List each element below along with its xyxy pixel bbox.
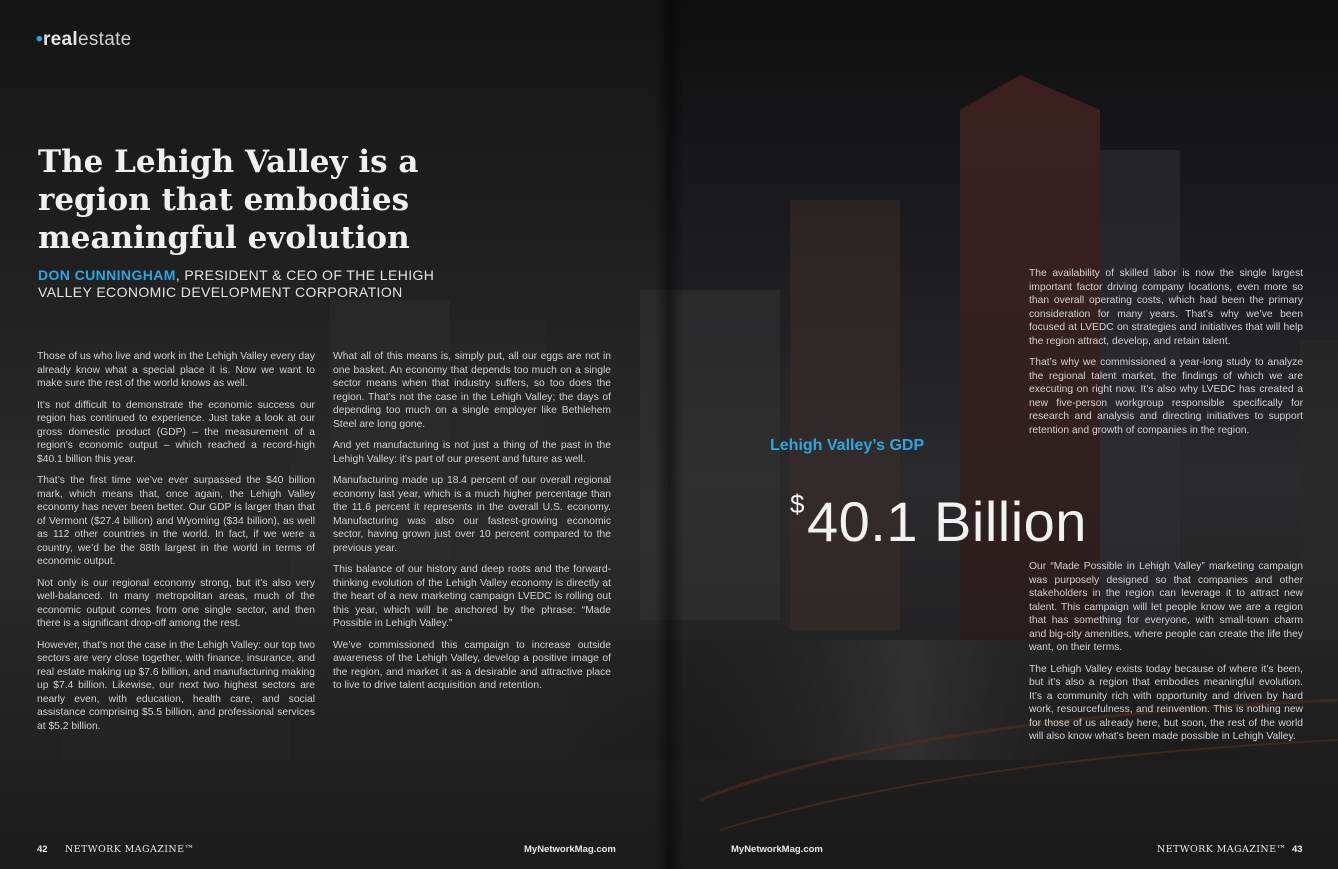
right-url: MyNetworkMag.com bbox=[731, 844, 823, 855]
paragraph: And yet manufacturing is not just a thing of the past in the Lehigh Valley: it’s part of our present and future as well. bbox=[333, 440, 611, 465]
gdp-value bbox=[790, 474, 1087, 552]
paragraph: We’ve commissioned this campaign to increase outside awareness of the Lehigh Valley, develop a positive image of the region, and market it as a desirable and attractive place to live to drive talent acquisition and retention. bbox=[333, 639, 611, 691]
paragraph: That’s why we commissioned a year-long study to analyze the regional talent market, the findings of which we are executing on right now. It’s also why LVEDC has created a new five-person workgroup responsible specifically for research and analysis and directing initiatives to support retention and growth of companies in the region. bbox=[1029, 357, 1303, 436]
right-column-top bbox=[1029, 267, 1303, 445]
page-gutter bbox=[655, 0, 683, 869]
paragraph: Not only is our regional economy strong, but it’s also very well-balanced. In many metropolitan areas, much of the economic output comes from one single sector, and then there is a significant drop-off among the rest. bbox=[37, 577, 315, 629]
right-page-number: 43 bbox=[1292, 844, 1303, 855]
right-magazine-name: NETWORK MAGAZINE™ bbox=[1157, 844, 1287, 855]
paragraph: Those of us who live and work in the Lehigh Valley every day already know what a special place it is. Now we want to make sure the rest of the world knows as well. bbox=[37, 351, 315, 389]
paragraph: What all of this means is, simply put, all our eggs are not in one basket. An economy that depends too much on a single sector means when that industry suffers, so too does the region. That’s not the case in the Lehigh Valley; the days of depending too much on a single employer like Bethlehem Steel are long gone. bbox=[333, 351, 611, 430]
author-name: DON CUNNINGHAM bbox=[38, 267, 176, 283]
section-tag-bold: real bbox=[42, 29, 78, 50]
gdp-currency: $ bbox=[790, 489, 805, 519]
section-tag-light: estate bbox=[77, 29, 132, 50]
paragraph: However, that’s not the case in the Lehigh Valley: our top two sectors are very close together, with finance, insurance, and real estate making up $7.6 billion, and manufacturing making up $7.4 billion. Likewise, our next two highest sectors are nearly even, with education, health care, and social assistance comprising $5.5 billion, and professional services at $5.2 billion. bbox=[37, 639, 315, 732]
left-magazine-name: NETWORK MAGAZINE™ bbox=[65, 844, 195, 855]
byline bbox=[38, 267, 478, 301]
paragraph: It’s not difficult to demonstrate the economic success our region has continued to experience. Just take a look at our gross domestic product (GDP) – the measurement of a region’s economic output – which reached a record-high $40.1 billion this year. bbox=[37, 399, 315, 465]
section-tag bbox=[36, 29, 132, 51]
paragraph: Our “Made Possible in Lehigh Valley” marketing campaign was purposely designed so that companies and other stakeholders in the region can leverage it to attract new talent. This campaign will let people know we are a region that has something for everyone, with small-town charm and big-city amenities, where people can create the life they want, on their terms. bbox=[1029, 561, 1303, 653]
right-column-bottom bbox=[1029, 560, 1303, 752]
paragraph: The availability of skilled labor is now the single largest important factor driving company locations, even more so than overall operating costs, which had been the primary consideration for many years. That’s why we’ve been focused at LVEDC on strategies and initiatives that will help the region attract, develop, and retain talent. bbox=[1029, 268, 1303, 347]
gdp-amount: 40.1 Billion bbox=[806, 490, 1087, 553]
section-dot: • bbox=[36, 29, 43, 50]
gdp-label: Lehigh Valley’s GDP bbox=[770, 437, 925, 454]
left-column-1 bbox=[37, 350, 315, 741]
author-title: , PRESIDENT & CEO OF THE LEHIGH VALLEY ECONOMIC DEVELOPMENT CORPORATION bbox=[38, 267, 435, 300]
paragraph: That’s the first time we’ve ever surpassed the $40 billion mark, which means that, once again, the Lehigh Valley economy has never been better. Our GDP is larger than that of Vermont ($27.4 billion) and Wyoming ($34 billion), as well as 112 other countries in the world. In fact, if we were a country, we’d be the 88th largest in the world in terms of economic output. bbox=[37, 475, 315, 567]
paragraph: This balance of our history and deep roots and the forward-thinking evolution of the Lehigh Valley economy is directly at the heart of a new marketing campaign LVEDC is rolling out this year, which will be anchored by the phrase: “Made Possible in Lehigh Valley.” bbox=[333, 564, 611, 629]
left-url: MyNetworkMag.com bbox=[524, 844, 616, 855]
paragraph: The Lehigh Valley exists today because of where it’s been, but it’s also a region that embodies meaningful evolution. It’s a community rich with opportunity and driven by hard work, resourcefulness, and reinvention. This is nothing new for those of us already here, but soon, the rest of the world will also know what’s been made possible in Lehigh Valley. bbox=[1029, 663, 1303, 742]
left-column-2 bbox=[333, 350, 611, 701]
article-headline: The Lehigh Valley is a region that embodies meaningful evolution bbox=[38, 144, 419, 256]
left-page-number: 42 bbox=[37, 844, 48, 855]
paragraph: Manufacturing made up 18.4 percent of our overall regional economy last year, which is a much higher percentage than the 11.6 percent it represents in the overall U.S. economy. Manufacturing was also our fastest-growing economic sector, having grown just over 10 percent compared to the previous year. bbox=[333, 475, 611, 554]
